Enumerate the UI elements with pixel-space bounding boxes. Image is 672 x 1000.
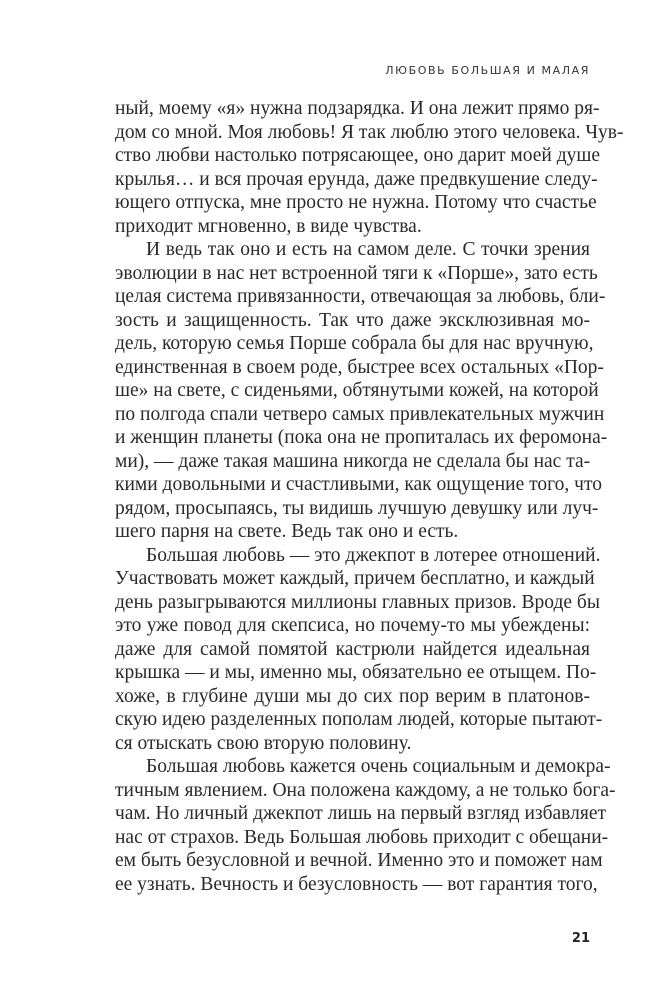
text-line: тичным явлением. Она положена каждому, а не только бога- [115, 779, 616, 801]
body-text [115, 97, 624, 896]
text-line: Участвовать может каждый, причем бесплатно, и каждый [115, 568, 595, 589]
text-line: дом со мной. Моя любовь! Я так люблю этого человека. Чув- [115, 121, 624, 143]
text-line: это уже повод для скепсиса, но почему-то мы убеждены: [115, 615, 590, 636]
text-line: ся отыскать свою вторую половину. [115, 732, 412, 754]
running-header: ЛЮБОВЬ БОЛЬШАЯ И МАЛАЯ [385, 64, 590, 77]
text-line: ше» на свете, с сиденьями, обтянутыми кожей, на которой [115, 380, 599, 401]
text-line: шего парня на свете. Ведь так оно и есть. [115, 521, 459, 542]
paragraph [115, 238, 608, 544]
text-line: крылья… и вся прочая ерунда, даже предвкушение следу- [115, 168, 598, 190]
text-line: день разыгрываются миллионы главных призов. Вроде бы [115, 591, 600, 613]
text-line: ство любви настолько потрясающее, оно дарит моей душе [115, 145, 601, 166]
text-line: И ведь так оно и есть на самом деле. С точки зрения [146, 239, 590, 260]
text-line: ный, моему «я» нужна подзарядка. И она лежит прямо ря- [115, 98, 600, 119]
text-line: эволюции в нас нет встроенной тяги к «Порше», зато есть [115, 262, 598, 284]
text-line: чам. Но личный джекпот лишь на первый взгляд избавляет [115, 803, 607, 824]
paragraph [115, 755, 616, 896]
paragraph [115, 97, 624, 238]
text-line: ющего отпуска, мне просто не нужна. Потому что счастье [115, 192, 597, 213]
text-line: даже для самой помятой кастрюли найдется идеальная [115, 638, 590, 660]
text-line: хоже, в глубине души мы до сих пор верим в платонов- [115, 685, 590, 707]
text-line: кими довольными и счастливыми, как ощущение того, что [115, 474, 602, 495]
text-line: Большая любовь — это джекпот в лотерее отношений. [146, 544, 601, 566]
text-line: ми), — даже такая машина никогда не сделала бы нас та- [115, 450, 591, 472]
text-line: Большая любовь кажется очень социальным и демокра- [146, 756, 611, 777]
text-line: дель, которую семья Порше собрала бы для нас вручную, [115, 333, 594, 354]
text-line: единственная в своем роде, быстрее всех остальных «Пор- [115, 356, 604, 378]
text-line: нас от страхов. Ведь Большая любовь приходит с обещани- [115, 826, 609, 848]
text-line: ее узнать. Вечность и безусловность — вот гарантия того, [115, 873, 598, 895]
text-line: приходит мгновенно, в виде чувства. [115, 215, 422, 237]
text-line: и женщин планеты (пока она не пропиталась их феромона- [115, 427, 608, 448]
paragraph [115, 544, 603, 756]
text-line: зость и защищенность. Так что даже эксклюзивная мо- [115, 309, 590, 331]
text-line: скую идею разделенных пополам людей, которые пытают- [115, 709, 603, 730]
text-line: по полгода спали четверо самых привлекательных мужчин [115, 403, 605, 425]
page-number: 21 [571, 931, 590, 946]
text-line: рядом, просыпаясь, ты видишь лучшую девушку или луч- [115, 497, 599, 519]
text-line: крышка — и мы, именно мы, обязательно ее отыщем. По- [115, 662, 597, 683]
text-line: целая система привязанности, отвечающая за любовь, бли- [115, 286, 606, 307]
text-line: ем быть безусловной и вечной. Именно это и поможет нам [115, 850, 603, 871]
